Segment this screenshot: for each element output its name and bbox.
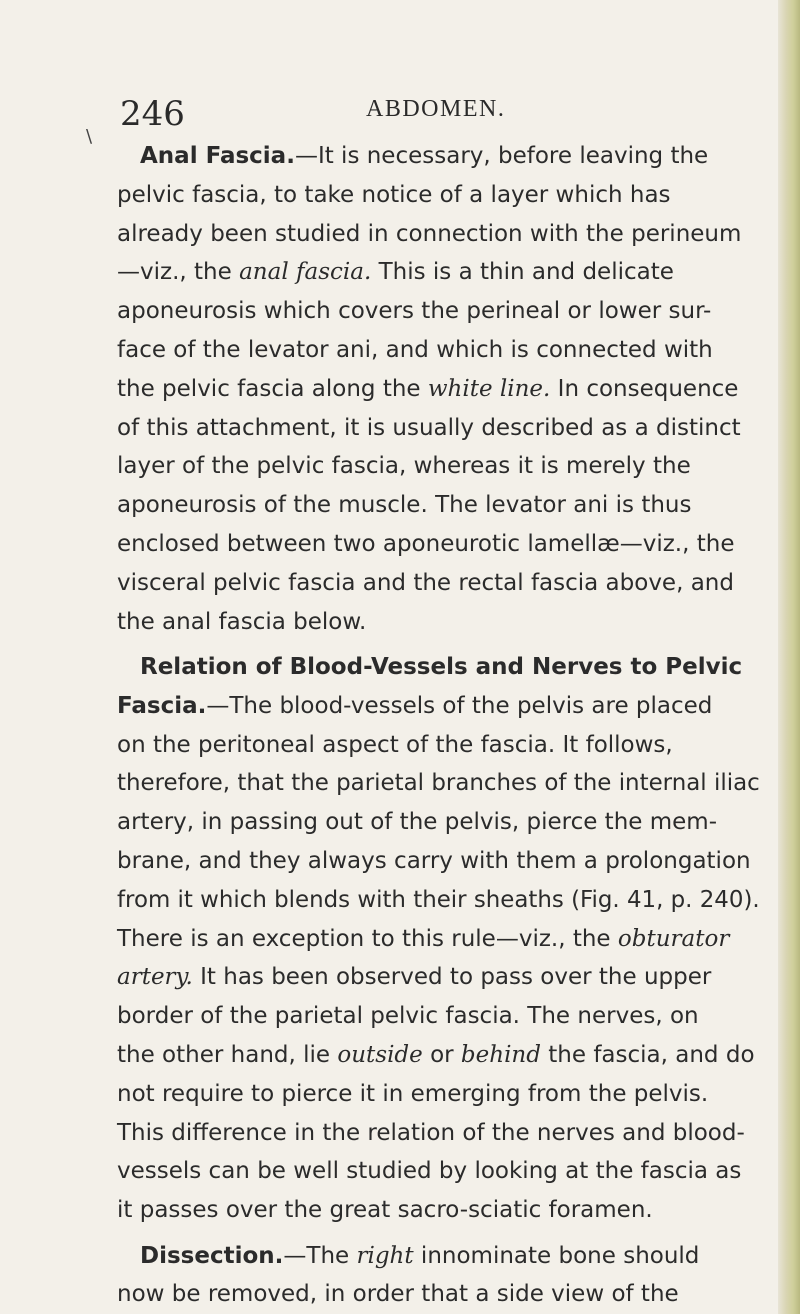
italic-term: anal fascia. (239, 259, 372, 286)
text-line-24: the other hand, lie outside or behind the fascia, and do (117, 1041, 755, 1068)
text-line-27: vessels can be well studied by looking at the fascia as (117, 1158, 742, 1185)
italic-term: behind (460, 1041, 541, 1068)
section-heading-fascia: Fascia. (117, 692, 207, 719)
italic-term: artery. (117, 964, 193, 991)
section-heading-dissection: Dissection. (140, 1242, 284, 1269)
text-line-30: now be removed, in order that a side view of the (117, 1281, 679, 1308)
text-line-4: —viz., the anal fascia. This is a thin and delicate (117, 259, 674, 286)
text-line-22: artery. It has been observed to pass over the upper (117, 964, 712, 991)
text-line-3: already been studied in connection with the perineum (117, 220, 742, 247)
running-title: ABDOMEN. (366, 96, 506, 122)
section-heading-anal-fascia: Anal Fascia. (140, 143, 295, 169)
text-line-18: artery, in passing out of the pelvis, pierce the mem- (117, 809, 717, 836)
text-line-12: visceral pelvic fascia and the rectal fascia above, and (117, 569, 734, 596)
text-line-20: from it which blends with their sheaths (Fig. 41, p. 240). (117, 886, 760, 913)
text-line-6: face of the levator ani, and which is connected with (117, 336, 713, 363)
text-line-21: There is an exception to this rule—viz., the obturator (117, 925, 730, 952)
italic-term: obturator (617, 925, 730, 952)
text-line-11: enclosed between two aponeurotic lamellæ—viz., the (117, 530, 735, 557)
text-line-28: it passes over the great sacro-sciatic foramen. (117, 1197, 653, 1224)
italic-term: right (356, 1242, 414, 1269)
margin-tick-mark: \ (86, 126, 93, 147)
italic-term: outside (337, 1041, 423, 1068)
page-edge (778, 0, 800, 1314)
text-line-13: the anal fascia below. (117, 608, 367, 635)
text-line-23: border of the parietal pelvic fascia. The nerves, on (117, 1003, 699, 1030)
page-number: 246 (120, 94, 185, 134)
section-heading-relation: Relation of Blood-Vessels and Nerves to Pelvic (140, 654, 743, 680)
text-line-25: not require to pierce it in emerging from the pelvis. (117, 1080, 709, 1107)
italic-term: white line. (427, 375, 551, 402)
text-line-10: aponeurosis of the muscle. The levator ani is thus (117, 492, 692, 519)
text-line-29: Dissection.—The right innominate bone should (140, 1242, 700, 1269)
text-line-16: on the peritoneal aspect of the fascia. It follows, (117, 731, 673, 758)
text-line-9: layer of the pelvic fascia, whereas it is merely the (117, 453, 691, 480)
text-line-2: pelvic fascia, to take notice of a layer which has (117, 181, 671, 208)
text-line-19: brane, and they always carry with them a prolongation (117, 847, 751, 874)
text-line-17: therefore, that the parietal branches of the internal iliac (117, 770, 760, 797)
text-line-1: Anal Fascia.—It is necessary, before leaving the (140, 143, 709, 169)
text-line-8: of this attachment, it is usually described as a distinct (117, 414, 741, 441)
text-line-26: This difference in the relation of the nerves and blood- (117, 1119, 745, 1146)
text-line-5: aponeurosis which covers the perineal or lower sur- (117, 298, 712, 325)
text-line-15: Fascia.—The blood-vessels of the pelvis are placed (117, 692, 713, 719)
text-line-7: the pelvic fascia along the white line. In consequence (117, 375, 739, 402)
